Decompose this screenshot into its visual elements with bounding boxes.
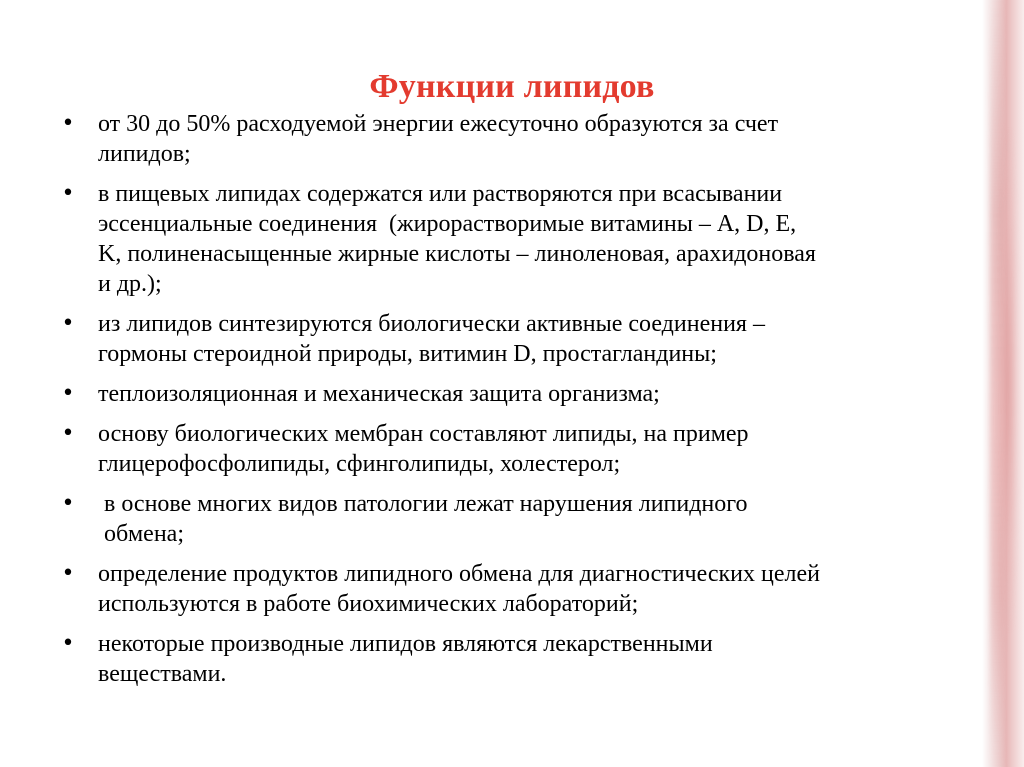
bullet-item-5 (52, 419, 967, 479)
bullet-icon: • (61, 421, 75, 446)
bullet-item-4 (52, 379, 967, 409)
bullet-list (52, 109, 967, 689)
bullet-icon: • (61, 181, 75, 206)
bullet-text-1: от 30 до 50% расходуемой энергии ежесуточно образуются за счет липидов; (98, 111, 779, 167)
bullet-icon: • (61, 561, 75, 586)
bullet-item-2 (52, 179, 967, 299)
bullet-text-8: некоторые производные липидов являются лекарственными веществами. (98, 631, 713, 687)
bullet-icon: • (61, 381, 75, 406)
bullet-icon: • (61, 631, 75, 656)
slide-title: Функции липидов (369, 67, 655, 105)
bullet-content (52, 109, 967, 699)
bullet-text-6: в основе многих видов патологии лежат нарушения липидного обмена; (104, 491, 748, 547)
bullet-text-3: из липидов синтезируются биологически активные соединения – гормоны стероидной природы, витимин D, простагландины; (98, 311, 765, 367)
bullet-icon: • (61, 311, 75, 336)
bullet-icon: • (61, 491, 75, 516)
bullet-icon: • (61, 111, 75, 136)
bullet-item-7 (52, 559, 967, 619)
bullet-item-3 (52, 309, 967, 369)
bullet-item-8 (52, 629, 967, 689)
bullet-text-4: теплоизоляционная и механическая защита организма; (98, 381, 660, 407)
decorative-side-image (982, 0, 1024, 767)
bullet-text-7: определение продуктов липидного обмена для диагностических целей используются в работе биохимических лабораторий; (98, 561, 820, 617)
bullet-item-6 (52, 489, 967, 549)
bullet-item-1 (52, 109, 967, 169)
bullet-text-2: в пищевых липидах содержатся или растворяются при всасывании эссенциальные соединения (жирорастворимые витамины – A, D, E, K, полиненасыщенные жирные кислоты – линоленовая, арахидоновая и др.); (98, 181, 816, 297)
bullet-text-5: основу биологических мембран составляют липиды, на пример глицерофосфолипиды, сфинголипиды, холестерол; (98, 421, 749, 477)
